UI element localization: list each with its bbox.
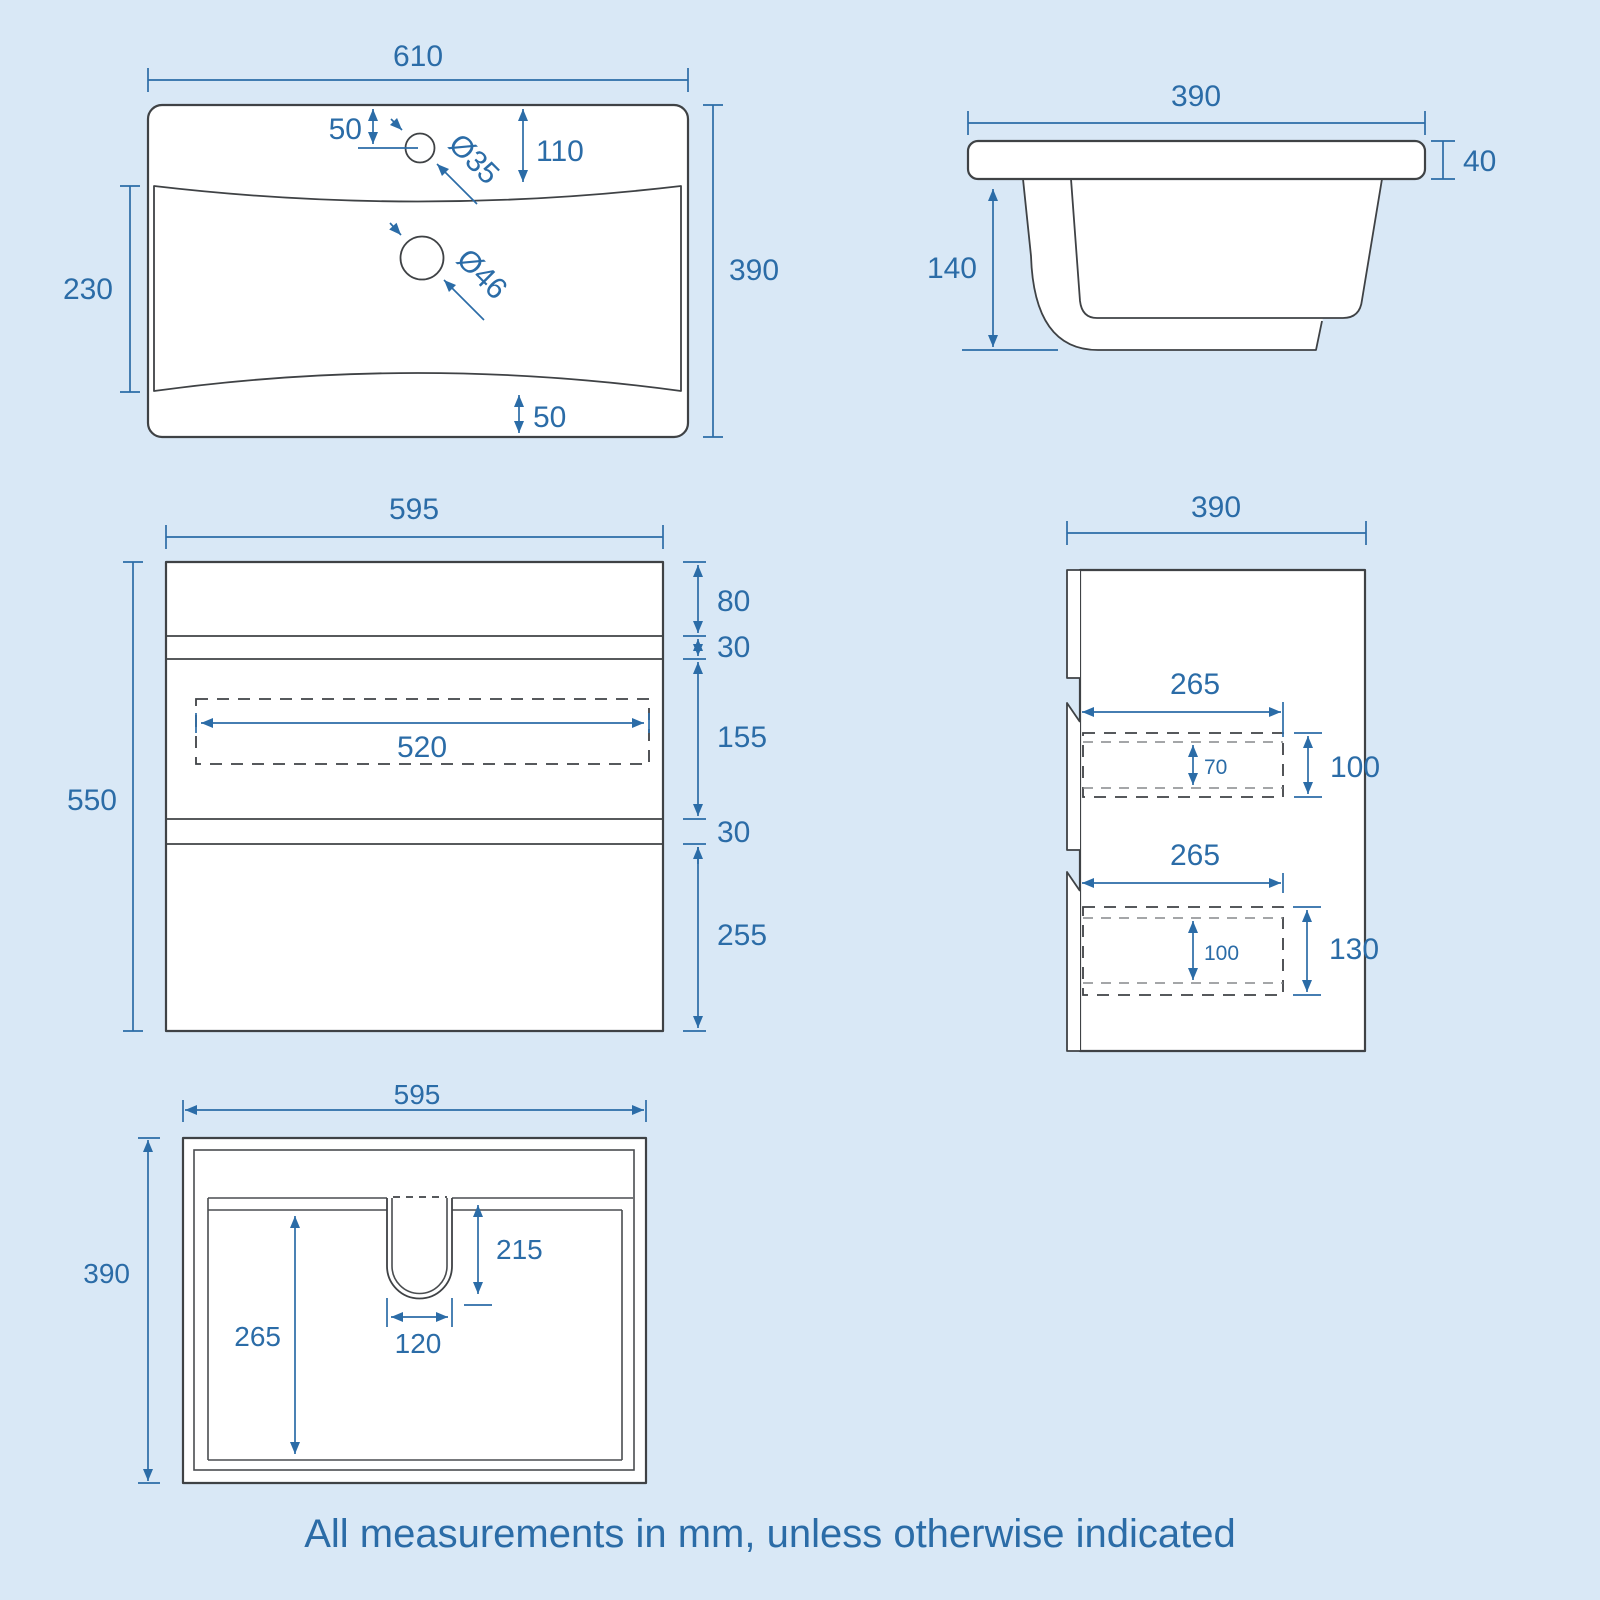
dim-plan-depth	[83, 1138, 160, 1483]
cabinet-plan-outline	[183, 1138, 646, 1483]
dim-cabinet-height	[67, 562, 143, 1031]
dim-label-top-panel: 80	[717, 585, 751, 618]
view-cabinet-side	[1067, 491, 1380, 1051]
dim-label-cabinet-depth: 390	[1190, 491, 1242, 524]
dim-cabinet-width	[166, 493, 663, 549]
dim-label-plan-depth: 390	[83, 1258, 130, 1289]
dim-label-pipe-recess-depth: 215	[496, 1234, 543, 1265]
dim-label-basin-height: 390	[729, 254, 780, 287]
dim-label-drawer-lower-inner-height: 100	[1204, 942, 1240, 965]
dim-front-segments	[683, 562, 767, 1031]
drawer-front-edge-profile	[1067, 570, 1080, 1051]
cabinet-front-outline	[166, 562, 663, 1031]
dim-label-drawer-upper-height: 100	[1330, 751, 1381, 784]
view-basin-side	[927, 80, 1496, 350]
dim-label-bowl-height: 230	[62, 273, 113, 306]
cabinet-side-outline	[1080, 570, 1365, 1051]
dim-label-handle-recess: 520	[396, 731, 448, 764]
dim-label-pipe-recess-width: 120	[394, 1328, 442, 1359]
dim-label-bowl-depth: 140	[926, 252, 977, 285]
dim-bowl-height	[63, 186, 140, 392]
dim-cabinet-depth	[1067, 491, 1366, 545]
dim-label-drawer-upper-inner-height: 70	[1204, 756, 1228, 779]
dim-label-basin-depth: 390	[1170, 80, 1222, 113]
basin-rim	[968, 141, 1425, 179]
dim-label-drawer-front-upper: 155	[717, 721, 768, 754]
basin-outline	[148, 105, 688, 437]
view-cabinet-plan	[83, 1079, 646, 1483]
measurements-note: All measurements in mm, unless otherwise indicated	[304, 1512, 1236, 1556]
dim-label-rim-thickness: 40	[1463, 145, 1497, 178]
dim-label-drawer-lower-depth: 265	[1169, 839, 1221, 872]
dim-label-drawer-front-lower: 255	[717, 919, 768, 952]
dim-label-cabinet-width: 595	[388, 493, 440, 526]
dim-label-drawer-lower-height: 130	[1329, 933, 1380, 966]
dim-basin-width	[148, 40, 688, 92]
dim-label-tap-hole-dia: Ø35	[441, 127, 506, 192]
dim-label-gap-lower: 30	[717, 816, 751, 849]
dim-label-gap-upper: 30	[717, 631, 751, 664]
dim-label-tap-offset: 50	[328, 113, 362, 146]
dim-rim-thickness	[1431, 141, 1496, 179]
dim-label-drawer-upper-depth: 265	[1169, 668, 1221, 701]
dim-plan-width	[183, 1079, 646, 1122]
dim-basin-depth	[968, 80, 1425, 135]
dim-label-basin-width: 610	[392, 40, 444, 73]
dim-basin-height	[703, 105, 779, 437]
view-basin-top	[63, 40, 779, 437]
dim-label-bottom-inset: 50	[533, 401, 567, 434]
dim-label-cabinet-height: 550	[66, 784, 117, 817]
dim-label-waste-hole-dia: Ø46	[449, 242, 514, 307]
dim-label-plan-width: 595	[393, 1079, 441, 1110]
view-cabinet-front	[67, 493, 767, 1031]
dim-label-plan-inner-depth: 265	[234, 1321, 281, 1352]
dim-label-tap-from-edge: 110	[536, 135, 584, 168]
